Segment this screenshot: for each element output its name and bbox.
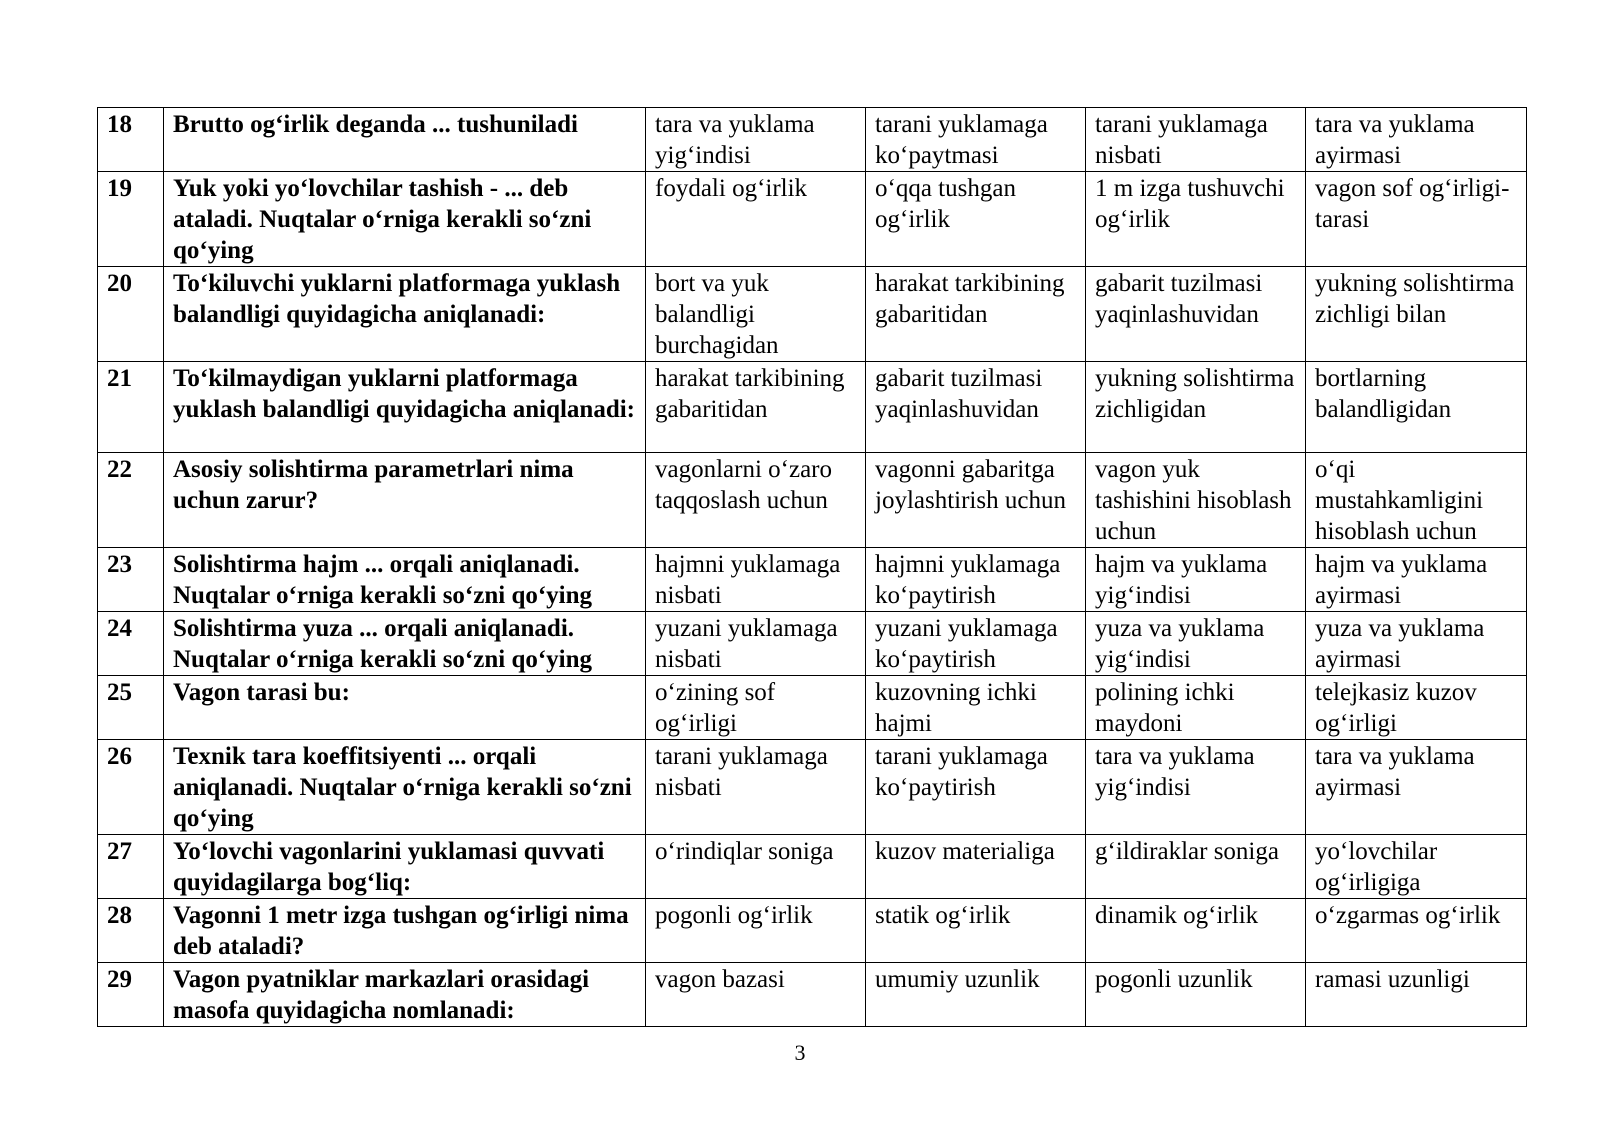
question-text: Yo‘lovchi vagonlarini yuklamasi quvvati quyidagilarga bog‘liq: xyxy=(164,835,646,899)
answer-option-1: vagonlarni o‘zaro taqqoslash uchun xyxy=(646,453,866,548)
question-number: 19 xyxy=(98,172,164,267)
question-text: Asosiy solishtirma parametrlari nima uchun zarur? xyxy=(164,453,646,548)
question-text: Solishtirma yuza ... orqali aniqlanadi. Nuqtalar o‘rniga kerakli so‘zni qo‘ying xyxy=(164,612,646,676)
answer-option-1: yuzani yuklamaga nisbati xyxy=(646,612,866,676)
answer-option-4: o‘qi mustahkamligini hisoblash uchun xyxy=(1306,453,1527,548)
answer-option-1: tarani yuklamaga nisbati xyxy=(646,740,866,835)
answer-option-2: harakat tarkibining gabaritidan xyxy=(866,267,1086,362)
answer-option-4: bortlarning balandligidan xyxy=(1306,362,1527,453)
answer-option-1: foydali og‘irlik xyxy=(646,172,866,267)
answer-option-1: hajmni yuklamaga nisbati xyxy=(646,548,866,612)
answer-option-1: o‘zining sof og‘irligi xyxy=(646,676,866,740)
answer-option-3: pogonli uzunlik xyxy=(1086,963,1306,1027)
answer-option-1: vagon bazasi xyxy=(646,963,866,1027)
answer-option-2: yuzani yuklamaga ko‘paytirish xyxy=(866,612,1086,676)
answer-option-2: o‘qqa tushgan og‘irlik xyxy=(866,172,1086,267)
table-row xyxy=(98,963,1527,1027)
answer-option-2: vagonni gabaritga joylashtirish uchun xyxy=(866,453,1086,548)
page-number: 3 xyxy=(794,1040,806,1065)
question-number: 20 xyxy=(98,267,164,362)
answer-option-3: dinamik og‘irlik xyxy=(1086,899,1306,963)
answer-option-2: umumiy uzunlik xyxy=(866,963,1086,1027)
answer-option-1: bort va yuk balandligi burchagidan xyxy=(646,267,866,362)
table-row xyxy=(98,267,1527,362)
question-text: Solishtirma hajm ... orqali aniqlanadi. Nuqtalar o‘rniga kerakli so‘zni qo‘ying xyxy=(164,548,646,612)
question-number: 18 xyxy=(98,108,164,172)
answer-option-2: tarani yuklamaga ko‘paytirish xyxy=(866,740,1086,835)
question-text: Yuk yoki yo‘lovchilar tashish - ... deb ataladi. Nuqtalar o‘rniga kerakli so‘zni qo‘ying xyxy=(164,172,646,267)
answer-option-2: kuzovning ichki hajmi xyxy=(866,676,1086,740)
question-number: 29 xyxy=(98,963,164,1027)
table-row xyxy=(98,676,1527,740)
answer-option-1: tara va yuklama yig‘indisi xyxy=(646,108,866,172)
question-number: 22 xyxy=(98,453,164,548)
answer-option-1: o‘rindiqlar soniga xyxy=(646,835,866,899)
question-number: 23 xyxy=(98,548,164,612)
question-number: 24 xyxy=(98,612,164,676)
answer-option-2: gabarit tuzilmasi yaqinlashuvidan xyxy=(866,362,1086,453)
question-number: 28 xyxy=(98,899,164,963)
question-text: Brutto og‘irlik deganda ... tushuniladi xyxy=(164,108,646,172)
answer-option-2: kuzov materialiga xyxy=(866,835,1086,899)
answer-option-4: yo‘lovchilar og‘irligiga xyxy=(1306,835,1527,899)
question-text: Vagonni 1 metr izga tushgan og‘irligi nima deb ataladi? xyxy=(164,899,646,963)
answer-option-4: ramasi uzunligi xyxy=(1306,963,1527,1027)
answer-option-4: yuza va yuklama ayirmasi xyxy=(1306,612,1527,676)
table-row xyxy=(98,548,1527,612)
answer-option-3: polining ichki maydoni xyxy=(1086,676,1306,740)
answer-option-4: telejkasiz kuzov og‘irligi xyxy=(1306,676,1527,740)
question-text: To‘kilmaydigan yuklarni platformaga yuklash balandligi quyidagicha aniqlanadi: xyxy=(164,362,646,453)
table-row xyxy=(98,108,1527,172)
answer-option-4: o‘zgarmas og‘irlik xyxy=(1306,899,1527,963)
answer-option-2: tarani yuklamaga ko‘paytmasi xyxy=(866,108,1086,172)
table-row xyxy=(98,362,1527,453)
question-number: 27 xyxy=(98,835,164,899)
answer-option-4: vagon sof og‘irligi-tarasi xyxy=(1306,172,1527,267)
answer-option-3: gabarit tuzilmasi yaqinlashuvidan xyxy=(1086,267,1306,362)
answer-option-2: statik og‘irlik xyxy=(866,899,1086,963)
question-text: Vagon tarasi bu: xyxy=(164,676,646,740)
answer-option-3: g‘ildiraklar soniga xyxy=(1086,835,1306,899)
answer-option-4: hajm va yuklama ayirmasi xyxy=(1306,548,1527,612)
quiz-table xyxy=(97,107,1527,1027)
answer-option-3: vagon yuk tashishini hisoblash uchun xyxy=(1086,453,1306,548)
answer-option-4: yukning solishtirma zichligi bilan xyxy=(1306,267,1527,362)
answer-option-4: tara va yuklama ayirmasi xyxy=(1306,108,1527,172)
question-text: To‘kiluvchi yuklarni platformaga yuklash balandligi quyidagicha aniqlanadi: xyxy=(164,267,646,362)
answer-option-3: tarani yuklamaga nisbati xyxy=(1086,108,1306,172)
table-row xyxy=(98,612,1527,676)
answer-option-3: hajm va yuklama yig‘indisi xyxy=(1086,548,1306,612)
table-row xyxy=(98,172,1527,267)
answer-option-3: 1 m izga tushuvchi og‘irlik xyxy=(1086,172,1306,267)
question-text: Texnik tara koeffitsiyenti ... orqali aniqlanadi. Nuqtalar o‘rniga kerakli so‘zni qo‘ying xyxy=(164,740,646,835)
table-row xyxy=(98,835,1527,899)
question-text: Vagon pyatniklar markazlari orasidagi masofa quyidagicha nomlanadi: xyxy=(164,963,646,1027)
answer-option-4: tara va yuklama ayirmasi xyxy=(1306,740,1527,835)
question-number: 21 xyxy=(98,362,164,453)
answer-option-3: yukning solishtirma zichligidan xyxy=(1086,362,1306,453)
table-row xyxy=(98,740,1527,835)
answer-option-2: hajmni yuklamaga ko‘paytirish xyxy=(866,548,1086,612)
answer-option-3: yuza va yuklama yig‘indisi xyxy=(1086,612,1306,676)
answer-option-1: harakat tarkibining gabaritidan xyxy=(646,362,866,453)
question-number: 26 xyxy=(98,740,164,835)
table-row xyxy=(98,899,1527,963)
question-number: 25 xyxy=(98,676,164,740)
answer-option-3: tara va yuklama yig‘indisi xyxy=(1086,740,1306,835)
table-row xyxy=(98,453,1527,548)
quiz-table-body xyxy=(98,108,1527,1027)
answer-option-1: pogonli og‘irlik xyxy=(646,899,866,963)
